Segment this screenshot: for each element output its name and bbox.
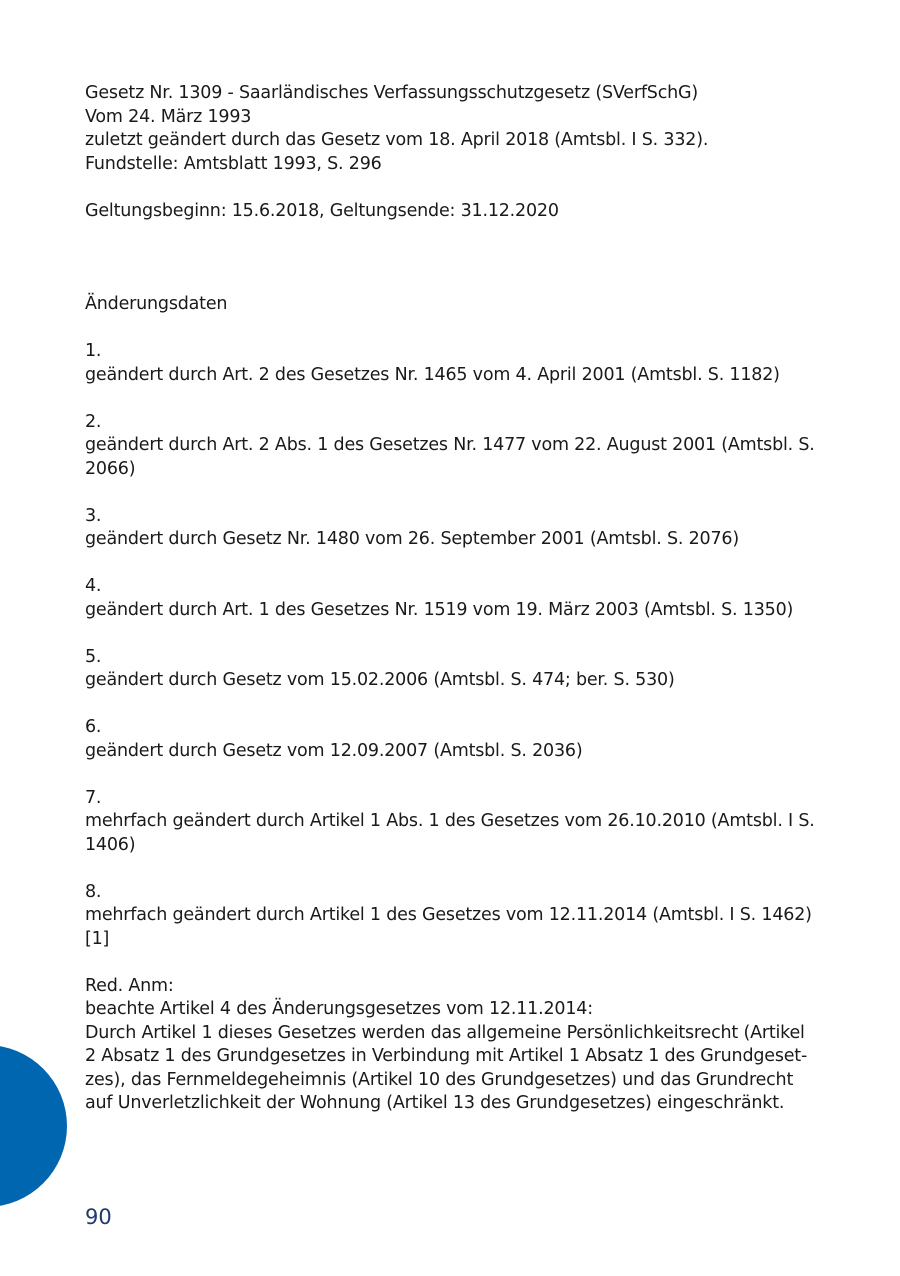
changes-heading: Änderungsdaten — [85, 294, 228, 314]
law-source: Fundstelle: Amtsblatt 1993, S. 296 — [85, 153, 382, 174]
list-item — [85, 505, 820, 552]
change-number: 3. — [85, 505, 102, 526]
change-number: 8. — [85, 881, 102, 902]
changes-list — [85, 340, 820, 951]
change-text: geändert durch Gesetz vom 12.09.2007 (Amtsbl. S. 2036) — [85, 740, 583, 761]
law-validity: Geltungsbeginn: 15.6.2018, Geltungsende: 31.12.2020 — [85, 200, 559, 221]
change-text: geändert durch Art. 2 Abs. 1 des Gesetzes Nr. 1477 vom 22. August 2001 (Amtsbl. S. 2066) — [85, 435, 815, 479]
change-text: geändert durch Gesetz Nr. 1480 vom 26. September 2001 (Amtsbl. S. 2076) — [85, 529, 739, 549]
change-number: 4. — [85, 576, 102, 596]
change-text: geändert durch Art. 2 des Gesetzes Nr. 1465 vom 4. April 2001 (Amtsbl. S. 1182) — [85, 364, 780, 385]
change-text: mehrfach geändert durch Artikel 1 Abs. 1 des Gesetzes vom 26.10.2010 (Amtsbl. I S. 1406) — [85, 811, 815, 855]
change-text: geändert durch Art. 1 des Gesetzes Nr. 1519 vom 19. März 2003 (Amtsbl. S. 1350) — [85, 599, 794, 620]
law-header — [85, 82, 820, 176]
page-number: 90 — [85, 1205, 112, 1229]
decorative-circle — [0, 1045, 67, 1207]
list-item — [85, 340, 820, 387]
change-number: 2. — [85, 411, 102, 432]
change-number: 7. — [85, 787, 102, 808]
change-text: geändert durch Gesetz vom 15.02.2006 (Amtsbl. S. 474; ber. S. 530) — [85, 670, 675, 690]
editorial-note-reference: beachte Artikel 4 des Änderungsgesetzes vom 12.11.2014: — [85, 999, 593, 1019]
editorial-note-body: Durch Artikel 1 dieses Gesetzes werden das allgemeine Persönlichkeitsrecht (Artikel 2 Absatz 1 des Grundgesetzes in Verbindung mit Artikel 1 Absatz 1 des Grundgeset-zes), das Fernmeldegeheimnis (Artikel 10 des Grundgesetzes) und das Grundrecht auf Unverletzlichkeit der Wohnung (Artikel 13 des Grundgesetzes) eingeschränkt. — [85, 1022, 808, 1113]
change-number: 5. — [85, 646, 102, 667]
editorial-note-label: Red. Anm: — [85, 975, 174, 996]
list-item — [85, 716, 820, 763]
change-text: mehrfach geändert durch Artikel 1 des Gesetzes vom 12.11.2014 (Amtsbl. I S. 1462) [1] — [85, 905, 812, 949]
list-item — [85, 411, 820, 482]
list-item — [85, 575, 820, 622]
page-content — [85, 82, 820, 1116]
law-last-amended: zuletzt geändert durch das Gesetz vom 18. April 2018 (Amtsbl. I S. 332). — [85, 130, 709, 150]
change-number: 6. — [85, 717, 102, 737]
list-item — [85, 881, 820, 952]
change-number: 1. — [85, 341, 102, 361]
law-title: Gesetz Nr. 1309 - Saarländisches Verfassungsschutzgesetz (SVerfSchG) — [85, 83, 698, 103]
law-date: Vom 24. März 1993 — [85, 106, 252, 127]
list-item — [85, 787, 820, 858]
list-item — [85, 646, 820, 693]
